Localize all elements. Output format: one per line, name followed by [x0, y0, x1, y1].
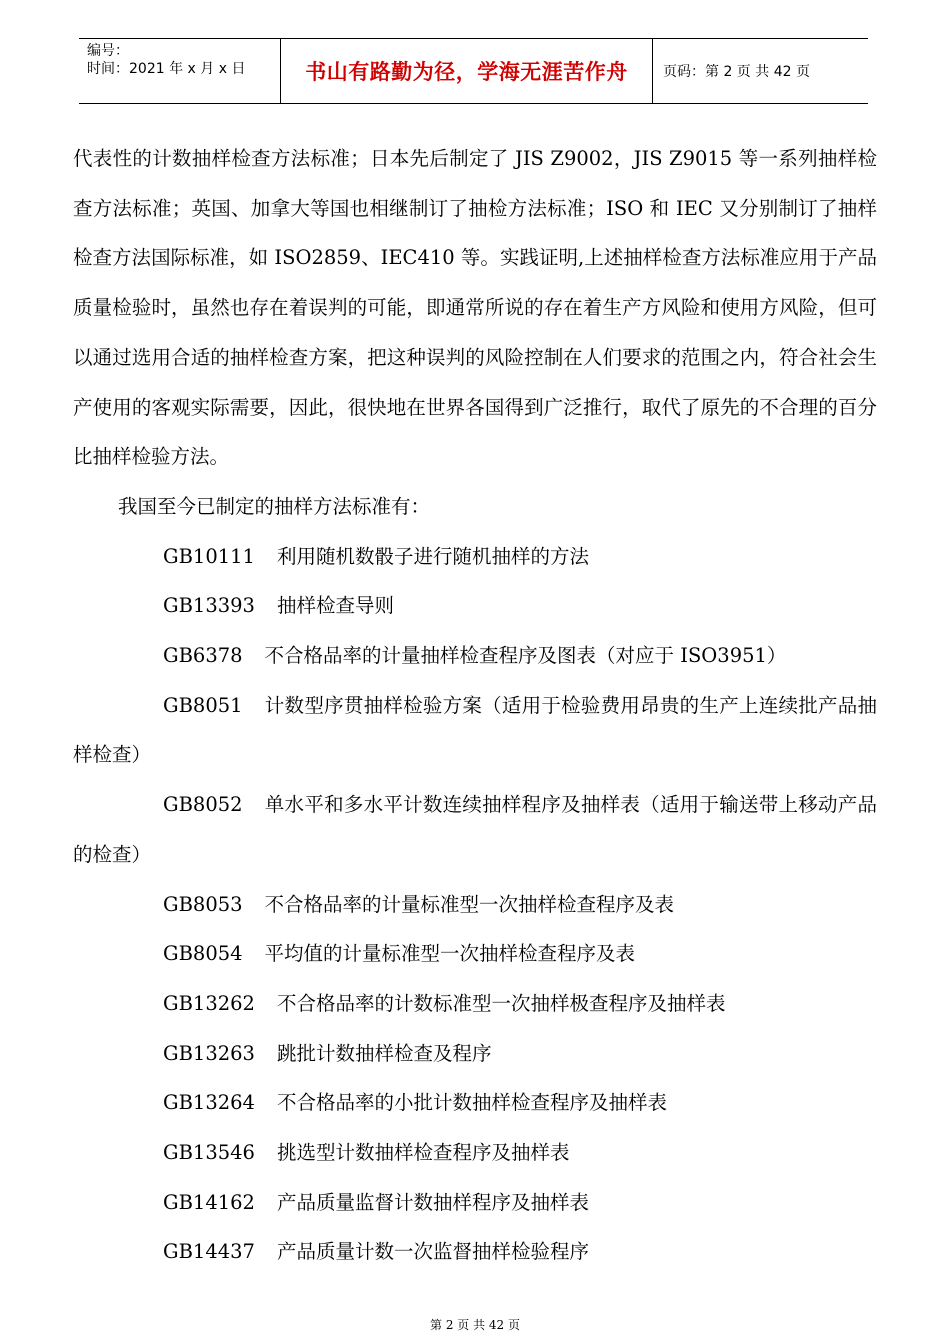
page-footer: 第 2 页 共 42 页 — [430, 1318, 520, 1332]
standards-intro: 我国至今已制定的抽样方法标准有： — [118, 494, 431, 518]
standard-code: GB13263 — [163, 1041, 255, 1065]
standard-item — [73, 1029, 877, 1079]
standard-item — [73, 929, 877, 979]
standard-title: 不合格品率的小批计数抽样检查程序及抽样表 — [276, 1091, 667, 1115]
standard-item — [73, 631, 877, 681]
page-header — [79, 38, 868, 104]
standard-title: 平均值的计量标准型一次抽样检查程序及表 — [264, 942, 636, 966]
standard-item — [73, 979, 877, 1029]
standard-code: GB8054 — [163, 942, 243, 966]
standard-code: GB14162 — [163, 1190, 255, 1214]
standard-title: 不合格品率的计数标准型一次抽样极查程序及抽样表 — [276, 991, 726, 1015]
standard-item — [73, 1078, 877, 1128]
standard-title: 不合格品率的计量抽样检查程序及图表（对应于 ISO3951） — [264, 644, 787, 668]
standard-code: GB8052 — [163, 793, 243, 817]
standard-title: 计数型序贯抽样检验方案（适用于检验费用昂贵的生产上连续批产品抽样检查） — [73, 693, 877, 767]
document-number-label: 编号： — [87, 43, 129, 59]
standard-item — [73, 780, 877, 879]
standard-code: GB13393 — [163, 594, 255, 618]
standard-title: 利用随机数骰子进行随机抽样的方法 — [276, 544, 589, 568]
standard-code: GB13264 — [163, 1091, 255, 1115]
standards-list — [73, 532, 877, 1278]
header-page-info: 页码：第 2 页 共 42 页 — [663, 64, 810, 80]
standard-title: 产品质量计数一次监督抽样检验程序 — [276, 1240, 589, 1264]
standard-code: GB6378 — [163, 644, 243, 668]
standard-code: GB13262 — [163, 991, 255, 1015]
standard-code: GB8053 — [163, 892, 243, 916]
standard-code: GB8051 — [163, 693, 243, 717]
standard-code: GB13546 — [163, 1141, 255, 1165]
standard-item — [73, 681, 877, 780]
standard-title: 抽样检查导则 — [276, 594, 394, 618]
standard-title: 挑选型计数抽样检查程序及抽样表 — [276, 1141, 570, 1165]
standard-code: GB10111 — [163, 544, 255, 568]
standard-item — [73, 1178, 877, 1228]
document-date-label: 时间：2021 年 x 月 x 日 — [87, 61, 246, 77]
standard-item — [73, 1128, 877, 1178]
standard-title: 跳批计数抽样检查及程序 — [276, 1041, 492, 1065]
standard-code: GB14437 — [163, 1240, 255, 1264]
paragraph: 代表性的计数抽样检查方法标准；日本先后制定了 JIS Z9002，JIS Z9015 等一系列抽样检查方法标准；英国、加拿大等国也相继制订了抽检方法标准；ISO 和 IEC 又分别制订了抽样检查方法国际标准，如 ISO2859、IEC410 等。实践证明,上述抽样检查方法标准应用于产品质量检验时，虽然也存在着误判的可能，即通常所说的存在着生产方风险和使用方风险，但可以通过选用合适的抽样检查方案，把这种误判的风险控制在人们要求的范围之内，符合社会生产使用的客观实际需要，因此，很快地在世界各国得到广泛推行，取代了原先的不合理的百分比抽样检验方法。 — [73, 147, 877, 469]
standard-item — [73, 880, 877, 930]
standard-title: 产品质量监督计数抽样程序及抽样表 — [276, 1190, 589, 1214]
standard-item — [73, 532, 877, 582]
document-body — [73, 134, 877, 1277]
header-motto: 书山有路勤为径，学海无涯苦作舟 — [281, 39, 653, 103]
header-meta-cell — [79, 39, 281, 103]
standard-title: 单水平和多水平计数连续抽样程序及抽样表（适用于输送带上移动产品的检查） — [73, 793, 877, 866]
standard-item — [73, 1227, 877, 1277]
standard-item — [73, 581, 877, 631]
standard-title: 不合格品率的计量标准型一次抽样检查程序及表 — [264, 892, 675, 916]
